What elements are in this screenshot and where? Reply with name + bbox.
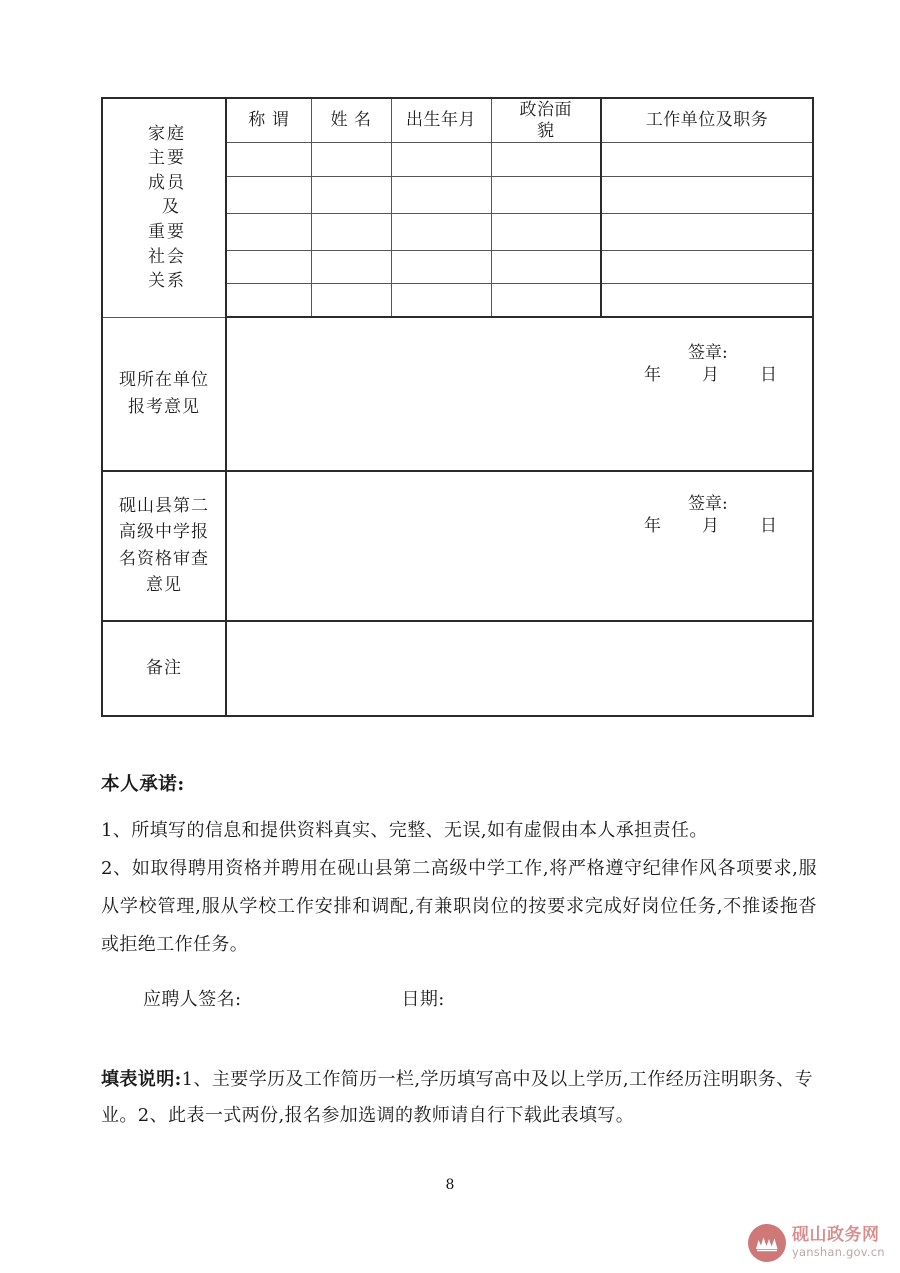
cell-political-status[interactable] [491,251,601,284]
political-header-line-2: 貌 [537,120,555,141]
column-header-workplace-position: 工作单位及职务 [601,98,813,143]
column-header-title: 称 谓 [226,98,311,143]
cell-birthdate[interactable] [391,143,491,177]
signature-date-label: 日期: [401,989,445,1010]
form-instructions [101,1062,813,1134]
family-label-line-3: 成员 [148,172,186,193]
school-review-opinion-label [102,471,226,621]
family-label-line-5: 重要 [148,222,186,243]
school-review-signature-block [644,493,778,537]
column-header-birthdate: 出生年月 [391,98,491,143]
date-month-label: 月 [702,516,720,537]
promise-item-1: 1、所填写的信息和提供资料真实、完整、无误,如有虚假由本人承担责任。 [101,820,708,841]
promise-title: 本人承诺: [101,774,185,795]
cell-title[interactable] [226,284,311,318]
school-review-label-line-2: 高级中学报 [119,522,209,543]
cell-workplace[interactable] [601,143,813,177]
school-review-opinion-content[interactable] [226,471,813,621]
family-label-line-7: 关系 [148,271,186,292]
cell-title[interactable] [226,143,311,177]
registration-form-table [101,97,814,717]
school-review-label-line-4: 意见 [146,574,182,595]
cell-workplace[interactable] [601,177,813,214]
cell-name[interactable] [311,143,391,177]
instructions-lead-label: 填表说明: [101,1069,182,1090]
mountain-logo-icon [748,1224,786,1262]
remarks-row [102,621,813,716]
watermark-site-name: 砚山政务网 [792,1225,880,1246]
applicant-signature-label: 应聘人签名: [143,989,242,1010]
political-header-line-1: 政治面 [519,100,572,121]
cell-name[interactable] [311,284,391,318]
current-unit-label-line-1: 现所在单位 [119,370,209,391]
school-review-label-line-1: 砚山县第二 [119,495,209,516]
column-header-name: 姓 名 [311,98,391,143]
promise-item-2: 2、如取得聘用资格并聘用在砚山县第二高级中学工作,将严格遵守纪律作风各项要求,服从学校管理,服从学校工作安排和调配,有兼职岗位的按要求完成好岗位任务,不推诿拖沓或拒绝工作任务。 [101,858,817,955]
date-day-label: 日 [760,516,778,537]
remarks-label: 备注 [102,621,226,716]
page-number: 8 [445,1177,455,1193]
seal-label: 签章: [688,342,728,363]
current-unit-opinion-label [102,317,226,471]
family-label-line-2: 主要 [148,148,186,169]
current-unit-opinion-row [102,317,813,471]
cell-title[interactable] [226,251,311,284]
cell-birthdate[interactable] [391,284,491,318]
cell-political-status[interactable] [491,143,601,177]
date-month-label: 月 [702,364,720,385]
current-unit-opinion-content[interactable] [226,317,813,471]
cell-name[interactable] [311,214,391,251]
seal-label: 签章: [688,494,728,515]
family-label-line-4: 及 [162,197,181,218]
cell-title[interactable] [226,177,311,214]
cell-birthdate[interactable] [391,177,491,214]
cell-political-status[interactable] [491,214,601,251]
date-year-label: 年 [644,364,662,385]
cell-name[interactable] [311,177,391,214]
date-year-label: 年 [644,516,662,537]
cell-workplace[interactable] [601,251,813,284]
watermark-site-url: yanshan.gov.cn [792,1245,885,1260]
cell-workplace[interactable] [601,214,813,251]
cell-political-status[interactable] [491,284,601,318]
date-day-label: 日 [760,364,778,385]
family-relations-label [102,98,226,317]
cell-political-status[interactable] [491,177,601,214]
school-review-opinion-row [102,471,813,621]
cell-birthdate[interactable] [391,214,491,251]
signature-line [101,985,821,1011]
cell-birthdate[interactable] [391,251,491,284]
remarks-content[interactable] [226,621,813,716]
school-review-label-line-3: 名资格审查 [119,548,209,569]
instructions-body: 1、主要学历及工作简历一栏,学历填写高中及以上学历,工作经历注明职务、专业。2、此表一式两份,报名参加选调的教师请自行下载此表填写。 [101,1069,813,1126]
watermark-text [792,1227,885,1259]
family-label-line-6: 社会 [148,246,186,267]
cell-name[interactable] [311,251,391,284]
family-table-header-row [102,98,813,143]
family-label-line-1: 家庭 [148,123,186,144]
site-watermark [748,1218,896,1268]
current-unit-signature-block [644,342,778,386]
cell-title[interactable] [226,214,311,251]
current-unit-label-line-2: 报考意见 [128,396,200,417]
column-header-political-status [491,98,601,143]
cell-workplace[interactable] [601,284,813,318]
